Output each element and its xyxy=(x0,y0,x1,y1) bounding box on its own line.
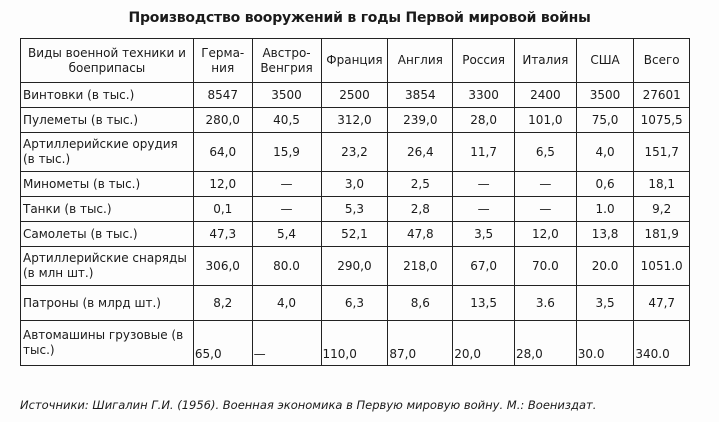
table-cell: 290,0 xyxy=(321,247,388,286)
table-cell: 40,5 xyxy=(252,108,321,133)
header-austria: Австро-Венгрия xyxy=(252,39,321,83)
table-cell: 3,5 xyxy=(453,222,515,247)
table-cell: 312,0 xyxy=(321,108,388,133)
row-label: Танки (в тыс.) xyxy=(21,197,194,222)
table-cell: 64,0 xyxy=(193,133,252,172)
header-germany: Герма-ния xyxy=(193,39,252,83)
table-cell: 8,2 xyxy=(193,286,252,321)
row-label: Минометы (в тыс.) xyxy=(21,172,194,197)
table-cell: 3500 xyxy=(252,83,321,108)
row-label: Артиллерийские орудия (в тыс.) xyxy=(21,133,194,172)
armaments-table xyxy=(20,38,690,366)
table-row xyxy=(21,172,690,197)
table-cell: 2,5 xyxy=(388,172,453,197)
header-usa: США xyxy=(576,39,634,83)
table-row xyxy=(21,83,690,108)
header-type: Виды военной техники и боеприпасы xyxy=(21,39,194,83)
table-cell: 110,0 xyxy=(321,321,388,366)
table-cell: 12,0 xyxy=(193,172,252,197)
table-cell: 12,0 xyxy=(514,222,576,247)
row-label: Винтовки (в тыс.) xyxy=(21,83,194,108)
table-cell: 8547 xyxy=(193,83,252,108)
table-cell: 27601 xyxy=(634,83,690,108)
table-cell: 28,0 xyxy=(453,108,515,133)
table-cell: 340.0 xyxy=(634,321,690,366)
header-england: Англия xyxy=(388,39,453,83)
table-cell: 3.6 xyxy=(514,286,576,321)
table-cell: 75,0 xyxy=(576,108,634,133)
table-cell: 23,2 xyxy=(321,133,388,172)
table-cell: 80.0 xyxy=(252,247,321,286)
row-label: Артиллерийские снаряды (в млн шт.) xyxy=(21,247,194,286)
row-label: Пулеметы (в тыс.) xyxy=(21,108,194,133)
table-cell: 239,0 xyxy=(388,108,453,133)
table-cell: 6,5 xyxy=(514,133,576,172)
table-row xyxy=(21,321,690,366)
table-cell: — xyxy=(514,172,576,197)
table-cell: 47,7 xyxy=(634,286,690,321)
table-title: Производство вооружений в годы Первой мировой войны xyxy=(128,10,591,26)
table-cell: 11,7 xyxy=(453,133,515,172)
header-russia: Россия xyxy=(453,39,515,83)
table-cell: 9,2 xyxy=(634,197,690,222)
table-cell: 8,6 xyxy=(388,286,453,321)
table-row xyxy=(21,222,690,247)
table-row xyxy=(21,133,690,172)
table-cell: 18,1 xyxy=(634,172,690,197)
table-cell: 30.0 xyxy=(576,321,634,366)
table-cell: 20.0 xyxy=(576,247,634,286)
table-cell: — xyxy=(252,197,321,222)
header-row xyxy=(21,39,690,83)
table-row xyxy=(21,286,690,321)
table-cell: 306,0 xyxy=(193,247,252,286)
row-label: Автомашины грузовые (в тыс.) xyxy=(21,321,194,366)
table-cell: 181,9 xyxy=(634,222,690,247)
table-cell: 87,0 xyxy=(388,321,453,366)
table-cell: 3,5 xyxy=(576,286,634,321)
table-cell: 3500 xyxy=(576,83,634,108)
row-label: Самолеты (в тыс.) xyxy=(21,222,194,247)
table-cell: — xyxy=(453,172,515,197)
table-cell: 6,3 xyxy=(321,286,388,321)
table-cell: — xyxy=(514,197,576,222)
table-cell: 2400 xyxy=(514,83,576,108)
table-cell: 70.0 xyxy=(514,247,576,286)
table-row xyxy=(21,247,690,286)
table-cell: 5,4 xyxy=(252,222,321,247)
table-cell: 1051.0 xyxy=(634,247,690,286)
table-cell: 151,7 xyxy=(634,133,690,172)
table-cell: 0,6 xyxy=(576,172,634,197)
table-cell: 1075,5 xyxy=(634,108,690,133)
table-cell: 218,0 xyxy=(388,247,453,286)
table-cell: 13,5 xyxy=(453,286,515,321)
table-cell: 67,0 xyxy=(453,247,515,286)
header-italy: Италия xyxy=(514,39,576,83)
row-label: Патроны (в млрд шт.) xyxy=(21,286,194,321)
table-cell: 26,4 xyxy=(388,133,453,172)
table-cell: 4,0 xyxy=(576,133,634,172)
table-cell: 28,0 xyxy=(514,321,576,366)
table-cell: 3854 xyxy=(388,83,453,108)
table-cell: — xyxy=(252,172,321,197)
table-cell: 2,8 xyxy=(388,197,453,222)
table-cell: 3,0 xyxy=(321,172,388,197)
table-cell: 5,3 xyxy=(321,197,388,222)
header-france: Франция xyxy=(321,39,388,83)
table-cell: 47,3 xyxy=(193,222,252,247)
table-cell: 280,0 xyxy=(193,108,252,133)
table-cell: 52,1 xyxy=(321,222,388,247)
table-cell: 1.0 xyxy=(576,197,634,222)
table-cell: — xyxy=(453,197,515,222)
header-total: Всего xyxy=(634,39,690,83)
table-cell: 65,0 xyxy=(193,321,252,366)
table-cell: — xyxy=(252,321,321,366)
table-row xyxy=(21,197,690,222)
table-cell: 101,0 xyxy=(514,108,576,133)
table-cell: 20,0 xyxy=(453,321,515,366)
table-cell: 2500 xyxy=(321,83,388,108)
table-cell: 4,0 xyxy=(252,286,321,321)
table-cell: 13,8 xyxy=(576,222,634,247)
table-cell: 47,8 xyxy=(388,222,453,247)
table-cell: 0,1 xyxy=(193,197,252,222)
table-row xyxy=(21,108,690,133)
source-note: Источники: Шигалин Г.И. (1956). Военная экономика в Первую мировую войну. М.: Воениздат. xyxy=(20,398,597,412)
table-cell: 3300 xyxy=(453,83,515,108)
table-cell: 15,9 xyxy=(252,133,321,172)
